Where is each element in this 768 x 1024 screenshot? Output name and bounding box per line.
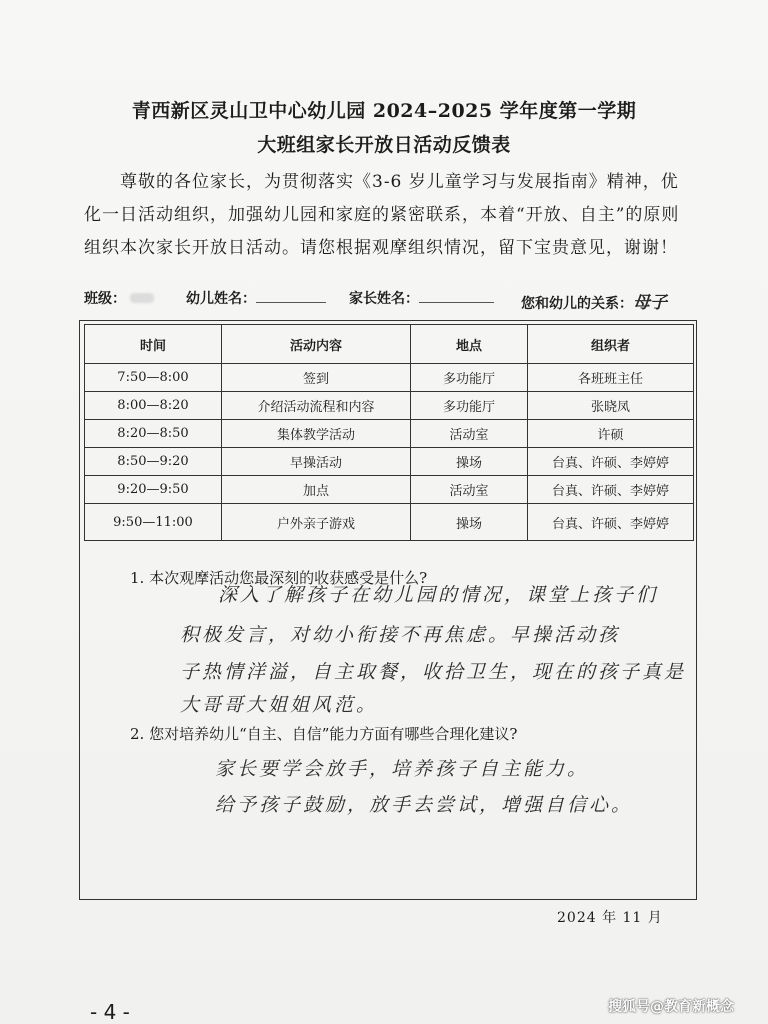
cell-organizer: 台真、许硕、李婷婷	[528, 504, 694, 541]
cell-time: 7:50—8:00	[85, 364, 222, 392]
redacted-value	[130, 293, 154, 303]
cell-time: 8:00—8:20	[85, 392, 222, 420]
question-1: 1. 本次观摩活动您最深刻的收获感受是什么?	[130, 569, 428, 587]
cell-location: 操场	[411, 448, 528, 476]
relation-label: 您和幼儿的关系：	[521, 296, 633, 312]
cell-location: 活动室	[411, 420, 528, 448]
info-fields-row	[84, 288, 704, 313]
table-row	[85, 364, 694, 392]
table-row	[85, 476, 694, 504]
cell-organizer: 台真、许硕、李婷婷	[528, 448, 694, 476]
class-field	[84, 288, 158, 308]
class-label: 班级：	[84, 291, 126, 307]
child-name-label: 幼儿姓名：	[186, 291, 256, 307]
header-organizer: 组织者	[528, 325, 694, 364]
cell-activity: 介绍活动流程和内容	[222, 392, 411, 420]
cell-location: 多功能厅	[411, 392, 528, 420]
cell-organizer: 许硕	[528, 420, 694, 448]
source-watermark: 搜狐号@教育新概念	[608, 999, 734, 1015]
table-header-row	[85, 325, 694, 364]
form-date: 2024 年 11 月	[557, 910, 663, 926]
table-row	[85, 448, 694, 476]
cell-activity: 早操活动	[222, 448, 411, 476]
cell-location: 操场	[411, 504, 528, 541]
handwritten-answer-line: 大哥哥大姐姐风范。	[180, 694, 379, 716]
table-row	[85, 504, 694, 541]
cell-organizer: 各班班主任	[528, 364, 694, 392]
table-row	[85, 392, 694, 420]
document-title: 青西新区灵山卫中心幼儿园 2024–2025 学年度第一学期	[131, 100, 637, 122]
cell-activity: 签到	[222, 364, 411, 392]
intro-paragraph: 尊敬的各位家长，为贯彻落实《3-6 岁儿童学习与发展指南》精神，优化一日活动组织，加强幼儿园和家庭的紧密联系，本着“开放、自主”的原则组织本次家长开放日活动。请您根据观摩组织情况，留下宝贵意见，谢谢！	[84, 172, 680, 258]
relation-field	[521, 288, 667, 313]
schedule-table	[84, 324, 694, 541]
cell-activity: 户外亲子游戏	[222, 504, 411, 541]
cell-time: 8:20—8:50	[85, 420, 222, 448]
parent-name-field	[349, 288, 494, 308]
child-name-blank	[256, 288, 326, 303]
document-subtitle: 大班组家长开放日活动反馈表	[257, 134, 511, 156]
header-activity: 活动内容	[222, 325, 411, 364]
handwritten-answer-line: 家长要学会放手，培养孩子自主能力。	[215, 758, 590, 780]
cell-time: 9:20—9:50	[85, 476, 222, 504]
question-2: 2. 您对培养幼儿“自主、自信”能力方面有哪些合理化建议?	[130, 725, 518, 743]
handwritten-answer-line: 深入了解孩子在幼儿园的情况，课堂上孩子们	[218, 584, 659, 606]
header-location: 地点	[411, 325, 528, 364]
cell-organizer: 台真、许硕、李婷婷	[528, 476, 694, 504]
table-row	[85, 420, 694, 448]
parent-name-blank	[419, 288, 494, 303]
handwritten-answer-line: 给予孩子鼓励，放手去尝试，增强自信心。	[215, 794, 634, 816]
cell-location: 活动室	[411, 476, 528, 504]
handwritten-answer-line: 积极发言，对幼小衔接不再焦虑。早操活动孩	[180, 624, 621, 646]
relation-value: 母子	[633, 293, 667, 313]
cell-time: 8:50—9:20	[85, 448, 222, 476]
handwritten-answer-line: 子热情洋溢，自主取餐，收拾卫生，现在的孩子真是	[180, 661, 687, 683]
parent-name-label: 家长姓名：	[349, 291, 419, 307]
cell-location: 多功能厅	[411, 364, 528, 392]
header-time: 时间	[85, 325, 222, 364]
child-name-field	[186, 288, 326, 308]
cell-activity: 集体教学活动	[222, 420, 411, 448]
cell-time: 9:50—11:00	[85, 504, 222, 541]
cell-activity: 加点	[222, 476, 411, 504]
page-number: - 4 -	[90, 1000, 130, 1024]
cell-organizer: 张晓凤	[528, 392, 694, 420]
